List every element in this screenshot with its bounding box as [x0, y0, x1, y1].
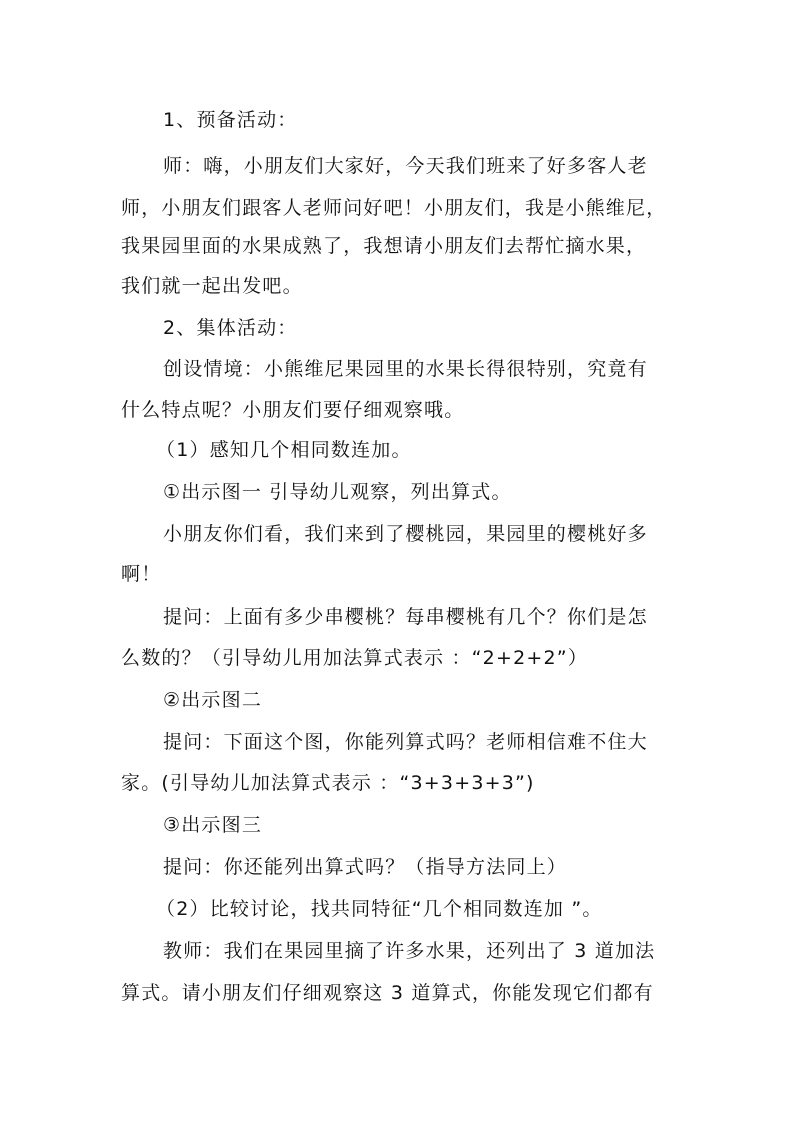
paragraph-line: 我果园里面的水果成熟了，我想请小朋友们去帮忙摘水果，: [121, 235, 647, 257]
heading-group-activity: 2、集体活动：: [163, 317, 298, 339]
step-line: ②出示图二: [163, 689, 263, 711]
paragraph-line: 提问：上面有多少串樱桃？每串樱桃有几个？你们是怎: [163, 606, 648, 628]
paragraph-line: 提问：你还能列出算式吗？（指导方法同上）: [163, 856, 568, 878]
subheading-line: （1）感知几个相同数连加。: [156, 439, 412, 461]
paragraph-line: 么数的？（引导幼儿用加法算式表示 ：“2+2+2”）: [121, 647, 589, 669]
paragraph-line: 师：嗨，小朋友们大家好，今天我们班来了好多客人老: [163, 155, 648, 177]
paragraph-line: 师，小朋友们跟客人老师问好吧！小朋友们，我是小熊维尼，: [121, 197, 667, 219]
step-line: ③出示图三: [163, 814, 263, 836]
paragraph-line: 创设情境：小熊维尼果园里的水果长得很特别，究竟有: [163, 358, 648, 380]
paragraph-line: 啊！: [121, 563, 162, 585]
heading-prep-activity: 1、预备活动：: [163, 109, 298, 131]
subheading-line: （2）比较讨论，找共同特征“几个相同数连加 ”。: [156, 898, 603, 920]
paragraph-line: 什么特点呢？小朋友们要仔细观察哦。: [121, 399, 465, 421]
paragraph-line: 小朋友你们看，我们来到了樱桃园，果园里的樱桃好多: [163, 523, 648, 545]
paragraph-line: 提问：下面这个图，你能列算式吗？老师相信难不住大: [163, 731, 648, 753]
paragraph-line: 教师：我们在果园里摘了许多水果，还列出了 3 道加法: [163, 940, 656, 962]
paragraph-line: 我们就一起出发吧。: [121, 275, 303, 297]
paragraph-line: 家。(引导幼儿加法算式表示 ：“3+3+3+3”): [121, 772, 535, 794]
step-line: ①出示图一 引导幼儿观察，列出算式。: [163, 481, 512, 503]
paragraph-line: 算式。请小朋友们仔细观察这 3 道算式，你能发现它们都有: [121, 982, 654, 1004]
